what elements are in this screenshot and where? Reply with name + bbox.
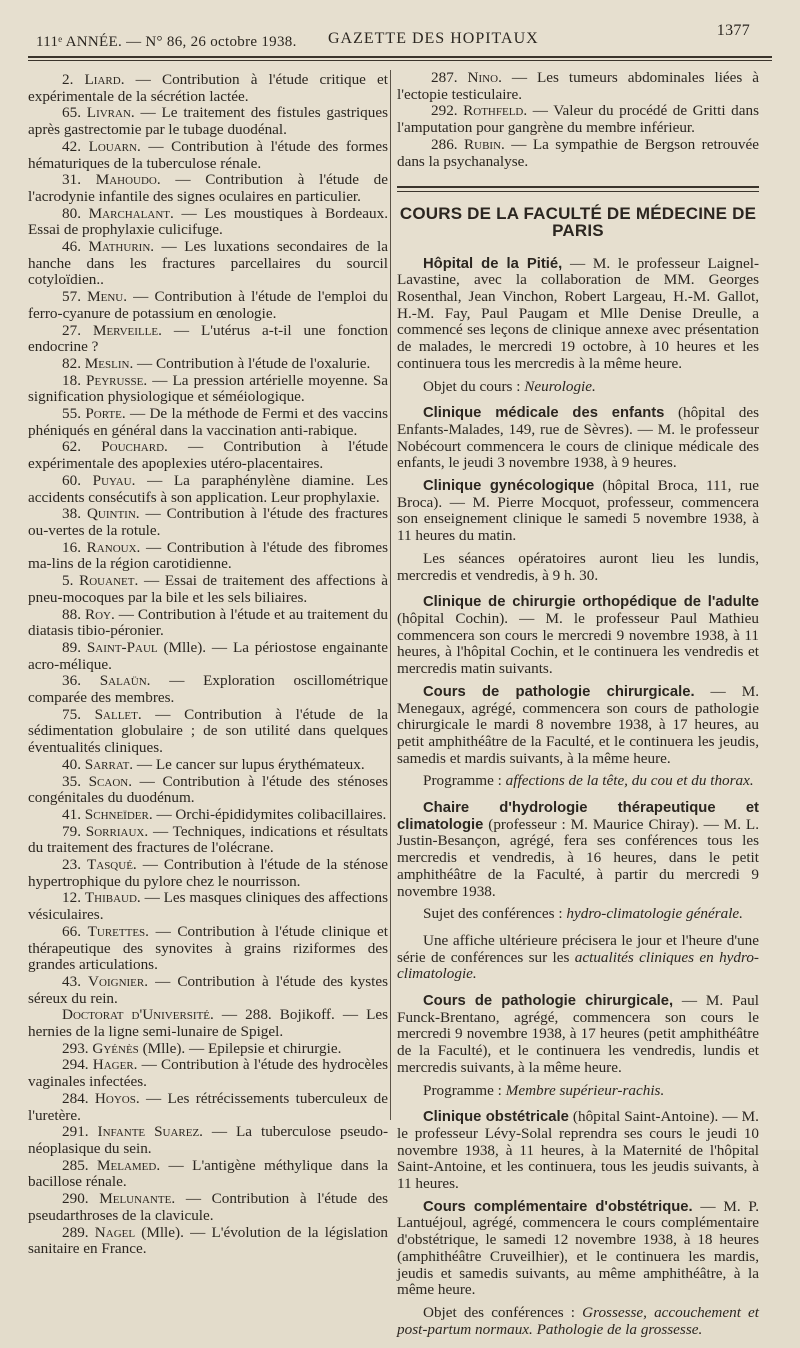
course-paragraph — [397, 256, 759, 373]
entry-author: Tasqué. — [86, 856, 137, 874]
thesis-entry — [397, 137, 759, 170]
thesis-entry — [397, 103, 759, 136]
left-column — [28, 72, 388, 1258]
journal-title: GAZETTE DES HOPITAUX — [328, 30, 539, 47]
entry-number: 290. — [62, 1190, 89, 1208]
entry-number: 16. — [62, 538, 81, 556]
thesis-entry — [28, 172, 388, 205]
entry-title: — Contribution à l'étude des sténoses congénitales du duodénum. — [28, 772, 388, 807]
entry-number: 75. — [62, 705, 81, 723]
entry-author: Livran. — [86, 104, 135, 122]
subject-label: Programme : — [423, 1081, 506, 1099]
column-divider — [390, 70, 391, 1120]
entry-number: 55. — [62, 405, 81, 423]
course-text: (professeur : M. Maurice Chiray). — M. L. Justin-Besançon, agrégé, fera ses conférences tous les mercredis et vendredis, à 16 heures, dans le petit amphithéâtre de la Faculté, à partir du mercredi 9 novembre 1938. — [397, 815, 759, 900]
entry-title: — L'antigène méthylique dans la bacillose rénale. — [28, 1156, 388, 1191]
course-paragraph — [397, 405, 759, 472]
course-text: (hôpital des Enfants-Malades, 149, rue de Sèvres). — M. le professeur Nobécourt commencera le cours de clinique médicale des enfants, le jeudi 3 novembre 1938, à 9 heures. — [397, 404, 760, 472]
subject-label: Programme : — [423, 772, 506, 790]
entry-author: Marchalant. — [88, 204, 174, 222]
thesis-entry — [28, 673, 388, 706]
entry-author: Schneïder. — [84, 805, 153, 823]
note-text: Une affiche ultérieure précisera le jour et l'heure d'une série de conférences sur les — [397, 931, 759, 966]
course-heading: Hôpital de la Pitié, — [423, 255, 563, 272]
course-text: — M. le professeur Laignel-Lavastine, avec la collaboration de MM. Georges Rosenthal, Jean Vinchon, Robert Largeau, H.-M. Gallot, H.-M. Fay, Paul Paugam et Mlle Denise Dreulle, a commencé ses leçons de clinique annexe avec présentation de malades, le mercredi 19 octobre, à 10 heures et les continuera tous les mercredis à la même heure. — [397, 254, 759, 372]
entry-author: Meslin. — [84, 354, 134, 372]
entry-title: — Contribution à l'étude de la sténose hypertrophique du pylore chez le nourrisson. — [28, 856, 388, 890]
entry-author: Rouanet. — [79, 572, 139, 590]
thesis-list-continued — [397, 70, 759, 170]
issue-info: 111ᵉ ANNÉE. — N° 86, 26 octobre 1938. — [36, 34, 297, 50]
entry-title: — Les rétrécissements tuberculeux de l'uretère. — [28, 1089, 388, 1124]
entry-title: — Contribution à l'étude des pseudarthroses de la clavicule. — [28, 1190, 388, 1224]
right-column — [397, 70, 759, 1348]
entry-author: Pouchard. — [101, 438, 168, 456]
entry-number: 79. — [62, 822, 81, 840]
entry-title: — 288. Bojikoff. — Les hernies de la ligne semi-lunaire de Spigel. — [28, 1006, 388, 1041]
thesis-entry — [28, 573, 388, 606]
entry-number: 89. — [62, 638, 81, 656]
entry-title: — Contribution à l'étude expérimentale des apoplexies utéro-placentaires. — [28, 438, 389, 473]
entry-title: — L'utérus a-t-il une fonction endocrine ? — [28, 321, 389, 356]
thesis-entry — [28, 824, 388, 857]
entry-author: Sallet. — [94, 705, 142, 723]
entry-number: 88. — [62, 605, 81, 623]
course-text: — M. P. Lantuéjoul, agrégé, commencera le cours complémentaire d'obstétrique, le samedi 12 novembre 1938, à 18 heures (amphithéâtre Cruveilhier), et le continuera les mardis, jeudis et samedis suivants, au même amphithéâtre, à la même heure. — [397, 1197, 759, 1299]
thesis-entry — [28, 1007, 388, 1040]
course-heading: Clinique obstétricale — [423, 1109, 569, 1126]
entry-author: Hoyos. — [94, 1089, 140, 1107]
entry-title: — Contribution à l'étude des formes hématuriques de la tuberculose rénale. — [28, 137, 388, 172]
entry-author: Mathurin. — [88, 238, 155, 256]
entry-title: — Valeur du procédé de Gritti dans l'amputation pour gangrène du membre inférieur. — [397, 102, 759, 137]
entry-title: — Les moustiques à Bordeaux. Essai de prophylaxie culicifuge. — [28, 204, 389, 239]
thesis-entry — [28, 1124, 388, 1157]
course-announcements — [397, 256, 759, 1339]
entry-number: 286. — [431, 135, 458, 153]
thesis-entry — [28, 439, 388, 472]
thesis-entry — [28, 323, 388, 356]
entry-number: 38. — [62, 505, 81, 523]
entry-author: Infante Suarez. — [97, 1123, 203, 1141]
entry-author: Nagel — [94, 1223, 136, 1241]
entry-title: — Contribution à l'étude de l'emploi du ferro-cyanure de potassium en œnologie. — [28, 288, 389, 322]
entry-number: 23. — [62, 856, 81, 874]
entry-number: 40. — [62, 755, 81, 773]
entry-number: 292. — [431, 102, 458, 120]
entry-number: 57. — [62, 288, 81, 306]
entry-title: — La sympathie de Bergson retrouvée dans la psychanalyse. — [397, 135, 759, 170]
entry-number: 5. — [62, 572, 74, 590]
thesis-entry — [28, 105, 388, 138]
subject-label: Objet du cours : — [423, 377, 525, 395]
entry-title: — Contribution à l'étude critique et expérimentale de la sécrétion lactée. — [28, 71, 389, 105]
entry-number: 294. — [62, 1056, 89, 1074]
course-text: — M. Menegaux, agrégé, commencera son cours de pathologie chirurgicale le mardi 8 novembre 1938, à 17 heures, au petit amphithéâtre de la Faculté, et le continuera les jeudis, samedis et mardis suivants, à la même heure. — [397, 682, 759, 767]
entry-title: — Contribution à l'étude des fibromes ma-lins de la région carotidienne. — [28, 538, 389, 573]
thesis-entry — [28, 1057, 388, 1090]
entry-title: — Contribution à l'étude des kystes séreux du rein. — [28, 972, 388, 1007]
entry-title: — La paraphénylène diamine. Les accidents consécutifs à son application. Leur prophylaxie. — [28, 471, 388, 506]
thesis-entry — [28, 1158, 388, 1191]
entry-title: — Contribution à l'étude de la sédimentation globulaire ; de son utilité dans quelques éventualités cliniques. — [28, 705, 388, 757]
entry-number: 35. — [62, 772, 81, 790]
subject-value: Membre supérieur-rachis. — [505, 1081, 665, 1099]
subject-label: Les séances opératoires auront lieu les lundis, mercredis et vendredis, à 9 h. 30. — [397, 549, 759, 584]
entry-title: — Exploration oscillométrique comparée des membres. — [28, 672, 389, 707]
entry-author: Sarrat. — [84, 755, 134, 773]
course-paragraph — [397, 1199, 759, 1299]
entry-title: (Mlle). — Epilepsie et chirurgie. — [138, 1039, 342, 1057]
thesis-entry — [28, 373, 388, 406]
course-heading: Clinique médicale des enfants — [423, 405, 665, 422]
entry-number: 82. — [62, 354, 81, 372]
course-subject — [397, 773, 759, 790]
course-text: (hôpital Broca, 111, rue Broca). — M. Pierre Mocquot, professeur, commencera son enseignement clinique le samedi 5 novembre 1938, à 11 heures du matin. — [397, 477, 759, 545]
course-subject — [397, 1305, 759, 1338]
thesis-entry — [397, 70, 759, 103]
thesis-entry — [28, 139, 388, 172]
course-subject — [397, 906, 759, 923]
thesis-entry — [28, 239, 388, 289]
entry-author: Voignier. — [88, 972, 149, 990]
entry-author: Saint-Paul — [86, 638, 158, 656]
entry-number: 80. — [62, 204, 81, 222]
entry-number: 18. — [62, 371, 81, 389]
entry-title: — Contribution à l'étude des hydrocèles vaginales infectées. — [28, 1056, 389, 1091]
thesis-entry — [28, 289, 388, 322]
thesis-entry — [28, 1091, 388, 1124]
course-heading: Clinique gynécologique — [423, 478, 595, 495]
entry-author: Quintin. — [86, 505, 140, 523]
entry-number: 27. — [62, 321, 81, 339]
entry-number: 36. — [62, 672, 81, 690]
entry-number: 66. — [62, 922, 81, 940]
entry-author: Porte. — [85, 405, 126, 423]
entry-number: 65. — [62, 104, 81, 122]
entry-number: 291. — [62, 1123, 89, 1141]
entry-author: Liard. — [84, 71, 125, 88]
entry-author: Louarn. — [88, 137, 141, 155]
entry-number: 12. — [62, 889, 81, 907]
entry-number: 287. — [431, 69, 458, 86]
entry-author: Salaün. — [99, 672, 151, 690]
thesis-entry — [28, 857, 388, 890]
course-note — [397, 933, 759, 983]
subject-value: affections de la tête, du cou et du thorax. — [505, 772, 754, 790]
entry-title: — Contribution à l'étude des fractures ou-vertes de la rotule. — [28, 505, 388, 539]
entry-number: 42. — [62, 137, 81, 155]
page-number: 1377 — [716, 22, 750, 39]
course-heading: Cours de pathologie chirurgicale, — [423, 993, 674, 1010]
thesis-entry — [28, 890, 388, 923]
entry-number: 31. — [62, 171, 81, 189]
subject-value: Grossesse, accouchement et post-partum normaux. Pathologie de la grossesse. — [397, 1304, 759, 1338]
entry-title: — Techniques, indications et résultats du traitement des fractures de l'olécrane. — [28, 822, 388, 857]
entry-author: Merveille. — [92, 321, 162, 339]
thesis-entry — [28, 406, 388, 439]
course-text: (hôpital Cochin). — M. le professeur Paul Mathieu commencera son cours le mercredi 9 novembre 1938, à 11 heures, à l'hôpital Cochin, et le continuera les vendredis et mercredis matin suivants. — [397, 609, 759, 678]
course-heading: Clinique de chirurgie orthopédique de l'adulte — [423, 594, 759, 611]
course-subject — [397, 1083, 759, 1100]
entry-author: Puyau. — [92, 471, 136, 489]
thesis-entry — [28, 707, 388, 757]
thesis-entry — [28, 1041, 388, 1058]
course-heading: Cours de pathologie chirurgicale. — [423, 683, 695, 700]
entry-author: Mahoudo. — [95, 171, 161, 189]
entry-number: 46. — [62, 238, 81, 256]
course-paragraph — [397, 594, 759, 678]
entry-title: — Orchi-épididymites colibacillaires. — [152, 805, 387, 823]
course-paragraph — [397, 800, 759, 900]
entry-author: Doctorat d'Université. — [62, 1006, 214, 1024]
entry-number: 2. — [62, 71, 74, 88]
entry-title: — Le traitement des fistules gastriques après gastrectomie par le tubage duodénal. — [28, 104, 389, 139]
subject-label: Objet des conférences : — [423, 1304, 583, 1321]
entry-author: Rothfeld. — [463, 102, 528, 120]
entry-title: — Contribution à l'étude de l'oxalurie. — [133, 354, 371, 372]
thesis-entry — [28, 640, 388, 673]
entry-title: — Essai de traitement des affections à pneu-mocoques par la bile et les sels biliaires. — [28, 572, 389, 606]
entry-number: 289. — [62, 1223, 89, 1241]
thesis-entry — [28, 506, 388, 539]
entry-title: — Le cancer sur lupus érythémateux. — [133, 755, 365, 773]
entry-number: 285. — [62, 1156, 89, 1174]
section-rule — [397, 186, 759, 188]
thesis-entry — [28, 72, 388, 105]
entry-title: — Contribution à l'étude et au traitement du diatasis tibio-péronier. — [28, 605, 389, 640]
thesis-entry — [28, 757, 388, 774]
note-italic: actualités cliniques en hydro-climatologie. — [397, 948, 759, 983]
entry-number: 60. — [62, 471, 81, 489]
entry-author: Roy. — [84, 605, 115, 623]
entry-author: Melamed. — [97, 1156, 161, 1174]
entry-number: 43. — [62, 972, 81, 990]
thesis-entry — [28, 1225, 388, 1258]
entry-author: Gyénès — [92, 1039, 139, 1057]
thesis-entry — [28, 774, 388, 807]
entry-number: 284. — [62, 1089, 89, 1107]
entry-title: (Mlle). — L'évolution de la législation sanitaire en France. — [28, 1223, 389, 1258]
entry-title: — Contribution à l'étude de l'acrodynie infantile des signes oculaires en particulier. — [28, 171, 388, 205]
entry-number: 41. — [62, 805, 81, 823]
subject-label: Sujet des conférences : — [423, 905, 567, 923]
entry-title: — Les tumeurs abdominales liées à l'ectopie testiculaire. — [397, 69, 759, 103]
entry-author: Menu. — [87, 288, 128, 306]
entry-number: 293. — [62, 1039, 89, 1057]
course-subject — [397, 379, 759, 396]
entry-author: Melunante. — [99, 1190, 176, 1208]
subject-value: hydro-climatologie générale. — [566, 905, 743, 923]
thesis-entry — [28, 473, 388, 506]
thesis-entry — [28, 924, 388, 974]
course-paragraph — [397, 993, 759, 1077]
entry-title: — Contribution à l'étude clinique et thérapeutique des synovites à grains riziformes des grandes articulations. — [28, 922, 388, 974]
entry-title: — Les masques cliniques des affections vésiculaires. — [28, 889, 388, 924]
entry-author: Thibaud. — [84, 889, 141, 907]
course-heading: Chaire d'hydrologie thérapeutique et climatologie — [397, 800, 759, 833]
thesis-entry — [28, 206, 388, 239]
entry-title: — Les luxations secondaires de la hanche dans les fractures parcellaires du sourcil cotyloïdien.. — [28, 238, 388, 289]
course-paragraph — [397, 1109, 759, 1193]
entry-author: Scaon. — [88, 772, 133, 790]
thesis-entry — [28, 540, 388, 573]
thesis-entry — [28, 807, 388, 824]
course-paragraph — [397, 684, 759, 768]
thesis-entry — [28, 974, 388, 1007]
course-text: (hôpital Saint-Antoine). — M. le professeur Lévy-Solal reprendra ses cours le jeudi 10 novembre 1938, à 11 heures, à la Maternité de l'hôpital Saint-Antoine, et les continuera, tous les jeudis suivants, à 11 heures. — [397, 1108, 759, 1193]
entry-number: 62. — [62, 438, 81, 456]
entry-author: Rubin. — [464, 135, 505, 153]
entry-title: — La tuberculose pseudo-néoplasique du sein. — [28, 1123, 388, 1157]
entry-title: (Mlle). — La périostose engainante acro-mélique. — [28, 638, 388, 673]
entry-title: — De la méthode de Fermi et des vaccins phéniqués en général dans la vaccination anti-rabique. — [28, 405, 389, 439]
page-header — [20, 18, 780, 58]
header-rule — [28, 56, 772, 58]
entry-author: Hager. — [92, 1056, 138, 1074]
thesis-entry — [28, 607, 388, 640]
header-rule-thin — [28, 60, 772, 61]
entry-author: Sorriaux. — [85, 822, 149, 840]
course-subject — [397, 551, 759, 584]
section-title: COURS DE LA FACULTÉ DE MÉDECINE DE PARIS — [399, 204, 757, 240]
entry-author: Turettes. — [87, 922, 149, 940]
course-text: — M. Paul Funck-Brentano, agrégé, commencera son cours le mercredi 9 novembre 1938, à 17 heures (petit amphithéâtre de la Faculté), et le continuera les vendredis, lundis et mercredis suivants, à la même heure. — [397, 992, 759, 1076]
entry-title: — La pression artérielle moyenne. Sa signification physiologique et séméiologique. — [28, 371, 389, 406]
course-paragraph — [397, 478, 759, 545]
entry-author: Peyrusse. — [86, 371, 148, 389]
course-heading: Cours complémentaire d'obstétrique. — [423, 1198, 693, 1215]
thesis-entry — [28, 1191, 388, 1224]
subject-value: Neurologie. — [524, 377, 596, 395]
entry-author: Nino. — [467, 69, 502, 86]
entry-author: Ranoux. — [86, 538, 141, 556]
section-rule-thin — [397, 191, 759, 192]
thesis-entry — [28, 356, 388, 373]
